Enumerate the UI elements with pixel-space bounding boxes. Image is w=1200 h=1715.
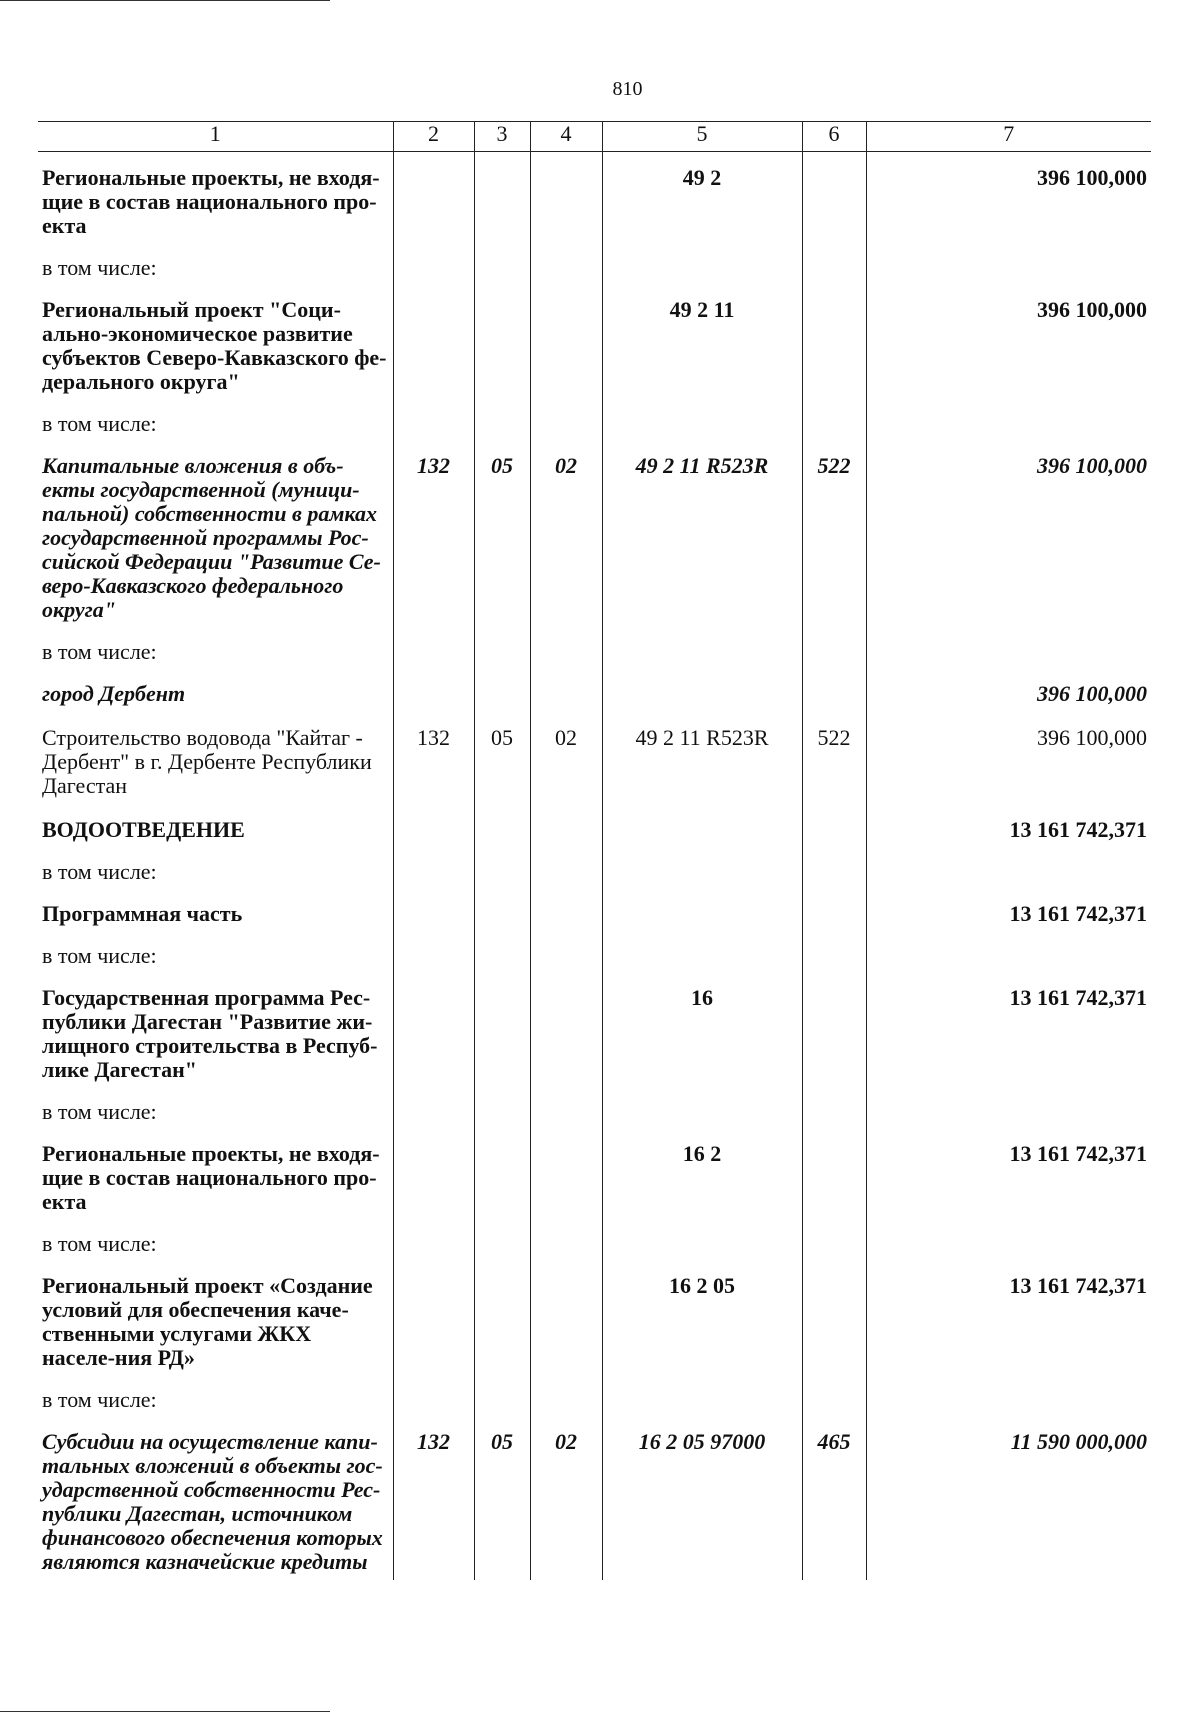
target-article-cell: 16 2 05 97000	[602, 1416, 802, 1580]
code-admin-cell: 132	[393, 712, 474, 804]
subsection-cell: 02	[530, 440, 602, 628]
row-name-cell: Субсидии на осуществление капи-тальных вложений в объекты гос-ударственной собственности Рес-публики Дагестан, источником финансового обеспечения которых являются казначейские кредиты	[42, 1429, 383, 1574]
section-cell	[474, 400, 530, 440]
row-name-cell: в том числе:	[42, 1231, 157, 1256]
target-article-cell	[602, 244, 802, 284]
column-header-6: 6	[802, 122, 866, 152]
target-article-cell: 49 2 11 R523R	[602, 440, 802, 628]
budget-table	[38, 121, 1151, 1580]
table-row	[38, 668, 1151, 712]
subsection-cell	[530, 284, 602, 400]
target-article-cell	[602, 848, 802, 888]
section-cell: 05	[474, 712, 530, 804]
amount-cell: 396 100,000	[866, 152, 1151, 245]
target-article-cell	[602, 628, 802, 668]
table-header	[38, 122, 1151, 152]
section-cell	[474, 804, 530, 848]
row-name-cell: Программная часть	[42, 901, 243, 926]
table-row	[38, 152, 1151, 245]
code-admin-cell	[393, 972, 474, 1088]
code-admin-cell: 132	[393, 440, 474, 628]
amount-cell: 396 100,000	[866, 712, 1151, 804]
amount-cell	[866, 628, 1151, 668]
subsection-cell: 02	[530, 712, 602, 804]
code-admin-cell	[393, 1376, 474, 1416]
section-cell	[474, 1088, 530, 1128]
row-name-cell: в том числе:	[42, 639, 157, 664]
row-name-cell: Региональный проект «Создание условий для обеспечения каче-ственными услугами ЖКХ населе-ния РД»	[42, 1273, 373, 1370]
amount-cell: 396 100,000	[866, 668, 1151, 712]
amount-cell: 13 161 742,371	[866, 1260, 1151, 1376]
expense-type-cell	[802, 848, 866, 888]
expense-type-cell	[802, 152, 866, 245]
section-cell	[474, 284, 530, 400]
table-row	[38, 440, 1151, 628]
amount-cell	[866, 1376, 1151, 1416]
target-article-cell	[602, 888, 802, 932]
table-row	[38, 1128, 1151, 1220]
table-row	[38, 1088, 1151, 1128]
section-cell	[474, 1376, 530, 1416]
subsection-cell: 02	[530, 1416, 602, 1580]
subsection-cell	[530, 888, 602, 932]
section-cell: 05	[474, 1416, 530, 1580]
code-admin-cell	[393, 284, 474, 400]
expense-type-cell	[802, 400, 866, 440]
target-article-cell: 16 2 05	[602, 1260, 802, 1376]
subsection-cell	[530, 400, 602, 440]
section-cell: 05	[474, 440, 530, 628]
amount-cell	[866, 932, 1151, 972]
subsection-cell	[530, 668, 602, 712]
subsection-cell	[530, 932, 602, 972]
code-admin-cell	[393, 1128, 474, 1220]
amount-cell: 13 161 742,371	[866, 888, 1151, 932]
expense-type-cell: 465	[802, 1416, 866, 1580]
table-row	[38, 400, 1151, 440]
amount-cell: 13 161 742,371	[866, 1128, 1151, 1220]
subsection-cell	[530, 848, 602, 888]
amount-cell: 13 161 742,371	[866, 972, 1151, 1088]
section-cell	[474, 628, 530, 668]
target-article-cell	[602, 804, 802, 848]
code-admin-cell	[393, 400, 474, 440]
table-row	[38, 284, 1151, 400]
row-name-cell: в том числе:	[42, 943, 157, 968]
code-admin-cell: 132	[393, 1416, 474, 1580]
amount-cell: 13 161 742,371	[866, 804, 1151, 848]
expense-type-cell	[802, 1260, 866, 1376]
expense-type-cell	[802, 284, 866, 400]
section-cell	[474, 1260, 530, 1376]
row-name-cell: в том числе:	[42, 859, 157, 884]
column-header-7: 7	[866, 122, 1151, 152]
expense-type-cell	[802, 932, 866, 972]
expense-type-cell: 522	[802, 712, 866, 804]
table-row	[38, 1220, 1151, 1260]
column-header-2: 2	[393, 122, 474, 152]
table-row	[38, 1260, 1151, 1376]
row-name-cell: Государственная программа Рес-публики Дагестан "Развитие жи-лищного строительства в Респуб-лике Дагестан"	[42, 985, 378, 1082]
table-row	[38, 972, 1151, 1088]
table-row	[38, 628, 1151, 668]
column-header-4: 4	[530, 122, 602, 152]
column-header-1: 1	[38, 122, 393, 152]
section-cell	[474, 244, 530, 284]
code-admin-cell	[393, 1260, 474, 1376]
table-row	[38, 932, 1151, 972]
subsection-cell	[530, 244, 602, 284]
amount-cell	[866, 244, 1151, 284]
code-admin-cell	[393, 668, 474, 712]
expense-type-cell	[802, 1088, 866, 1128]
subsection-cell	[530, 1088, 602, 1128]
section-cell	[474, 152, 530, 245]
row-name-cell: в том числе:	[42, 411, 157, 436]
subsection-cell	[530, 1260, 602, 1376]
amount-cell: 11 590 000,000	[866, 1416, 1151, 1580]
subsection-cell	[530, 972, 602, 1088]
target-article-cell: 49 2 11	[602, 284, 802, 400]
target-article-cell: 16 2	[602, 1128, 802, 1220]
expense-type-cell	[802, 668, 866, 712]
target-article-cell	[602, 1088, 802, 1128]
code-admin-cell	[393, 888, 474, 932]
row-name-cell: город Дербент	[42, 681, 186, 706]
subsection-cell	[530, 152, 602, 245]
expense-type-cell	[802, 1128, 866, 1220]
expense-type-cell	[802, 972, 866, 1088]
target-article-cell: 16	[602, 972, 802, 1088]
table-row	[38, 244, 1151, 284]
target-article-cell	[602, 400, 802, 440]
target-article-cell	[602, 668, 802, 712]
expense-type-cell	[802, 804, 866, 848]
target-article-cell	[602, 932, 802, 972]
code-admin-cell	[393, 932, 474, 972]
subsection-cell	[530, 1376, 602, 1416]
page-number: 810	[612, 78, 643, 100]
code-admin-cell	[393, 1088, 474, 1128]
scan-line-bottom	[0, 1711, 330, 1712]
expense-type-cell	[802, 628, 866, 668]
amount-cell	[866, 400, 1151, 440]
expense-type-cell	[802, 1376, 866, 1416]
section-cell	[474, 972, 530, 1088]
section-cell	[474, 1220, 530, 1260]
row-name-cell: Строительство водовода "Кайтаг - Дербент" в г. Дербенте Республики Дагестан	[42, 725, 372, 798]
table-row	[38, 888, 1151, 932]
subsection-cell	[530, 1220, 602, 1260]
row-name-cell: в том числе:	[42, 1387, 157, 1412]
row-name-cell: Региональные проекты, не входя-щие в состав национального про-екта	[42, 165, 380, 238]
row-name-cell: Капитальные вложения в объ-екты государственной (муници-пальной) собственности в рамках государственной программы Рос-сийской Федерации "Развитие Се-веро-Кавказского федерального округа"	[42, 453, 381, 622]
subsection-cell	[530, 628, 602, 668]
amount-cell: 396 100,000	[866, 284, 1151, 400]
amount-cell: 396 100,000	[866, 440, 1151, 628]
section-cell	[474, 668, 530, 712]
code-admin-cell	[393, 1220, 474, 1260]
code-admin-cell	[393, 152, 474, 245]
code-admin-cell	[393, 848, 474, 888]
table-row	[38, 804, 1151, 848]
target-article-cell	[602, 1376, 802, 1416]
code-admin-cell	[393, 628, 474, 668]
expense-type-cell	[802, 888, 866, 932]
section-cell	[474, 1128, 530, 1220]
amount-cell	[866, 848, 1151, 888]
target-article-cell	[602, 1220, 802, 1260]
expense-type-cell	[802, 1220, 866, 1260]
table-row	[38, 712, 1151, 804]
section-cell	[474, 932, 530, 972]
target-article-cell: 49 2	[602, 152, 802, 245]
row-name-cell: Региональный проект "Соци-ально-экономическое развитие субъектов Северо-Кавказского фе-дерального округа"	[42, 297, 387, 394]
section-cell	[474, 848, 530, 888]
table-row	[38, 1416, 1151, 1580]
table-row	[38, 848, 1151, 888]
target-article-cell: 49 2 11 R523R	[602, 712, 802, 804]
expense-type-cell	[802, 244, 866, 284]
amount-cell	[866, 1220, 1151, 1260]
subsection-cell	[530, 804, 602, 848]
table-row	[38, 1376, 1151, 1416]
row-name-cell: Региональные проекты, не входя-щие в состав национального про-екта	[42, 1141, 380, 1214]
code-admin-cell	[393, 804, 474, 848]
expense-type-cell: 522	[802, 440, 866, 628]
code-admin-cell	[393, 244, 474, 284]
row-name-cell: ВОДООТВЕДЕНИЕ	[42, 817, 245, 842]
row-name-cell: в том числе:	[42, 1099, 157, 1124]
table-body	[38, 152, 1151, 1581]
column-header-3: 3	[474, 122, 530, 152]
column-header-5: 5	[602, 122, 802, 152]
section-cell	[474, 888, 530, 932]
row-name-cell: в том числе:	[42, 255, 157, 280]
scan-line-top	[0, 0, 330, 1]
subsection-cell	[530, 1128, 602, 1220]
amount-cell	[866, 1088, 1151, 1128]
